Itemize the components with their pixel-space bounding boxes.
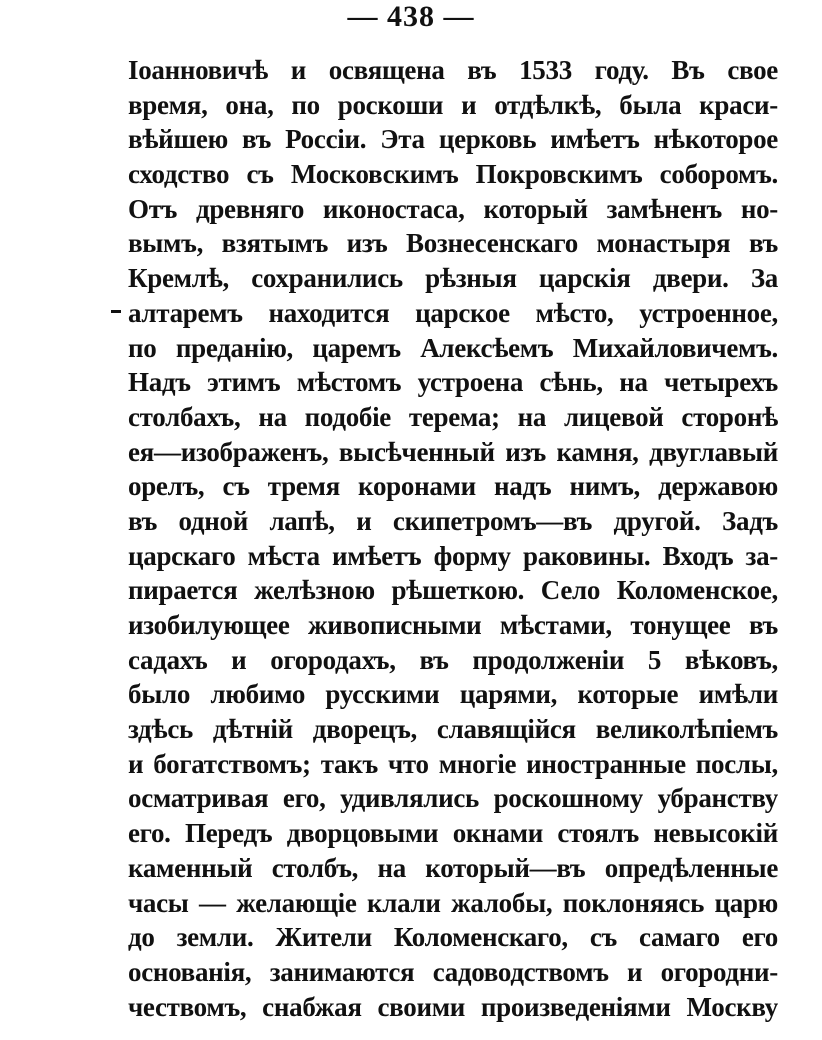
text-line: садахъ и огородахъ, въ продолженіи 5 вѣковъ, xyxy=(128,644,778,675)
text-line: орелъ, съ тремя коронами надъ нимъ, державою xyxy=(128,471,778,502)
text-line: часы — желающіе клали жалобы, поклоняясь царю xyxy=(128,887,778,918)
text-line: чествомъ, снабжая своими произведеніями Москву xyxy=(128,991,778,1022)
margin-mark xyxy=(111,310,121,313)
text-line: въ одной лапѣ, и скипетромъ—въ другой. Задъ xyxy=(128,505,778,536)
text-line: время, она, по роскоши и отдѣлкѣ, была краси- xyxy=(128,89,778,120)
text-line: ея—изображенъ, высѣченный изъ камня, двуглавый xyxy=(128,436,778,467)
text-line: каменный столбъ, на который—въ опредѣленные xyxy=(128,852,778,883)
text-line: пирается желѣзною рѣшеткою. Село Коломенское, xyxy=(128,575,778,606)
text-line: Кремлѣ, сохранились рѣзныя царскія двери. За xyxy=(128,263,778,294)
text-line: алтаремъ находится царское мѣсто, устроенное, xyxy=(128,297,778,328)
text-line: было любимо русскими царями, которые имѣли xyxy=(128,679,778,710)
text-line: здѣсь дѣтній дворецъ, славящійся великолѣпіемъ xyxy=(128,714,778,745)
text-line: вымъ, взятымъ изъ Вознесенскаго монастыря въ xyxy=(128,228,778,259)
body-text xyxy=(128,53,778,1024)
text-line: изобилующее живописными мѣстами, тонущее въ xyxy=(128,610,778,640)
page-number: — 438 — xyxy=(347,0,475,33)
text-line: Іоанновичѣ и освящена въ 1533 году. Въ свое xyxy=(128,55,778,85)
text-line: его. Передъ дворцовыми окнами стоялъ невысокій xyxy=(128,818,778,849)
text-line: до земли. Жители Коломенскаго, съ самаго его xyxy=(128,922,778,953)
text-line: столбахъ, на подобіе терема; на лицевой сторонѣ xyxy=(128,401,778,432)
text-line: вѣйшею въ Россіи. Эта церковь имѣетъ нѣкоторое xyxy=(128,124,778,155)
text-line: по преданію, царемъ Алексѣемъ Михайловичемъ. xyxy=(128,332,778,363)
text-line: царскаго мѣста имѣетъ форму раковины. Входъ за- xyxy=(128,540,778,571)
text-line: Отъ древняго иконостаса, который замѣненъ но- xyxy=(128,193,778,224)
text-line: и богатствомъ; такъ что многіе иностранные послы, xyxy=(128,748,778,779)
text-line: основанія, занимаются садоводствомъ и огородни- xyxy=(128,956,778,987)
text-line: осматривая его, удивлялись роскошному убранству xyxy=(128,783,778,814)
text-line: сходство съ Московскимъ Покровскимъ соборомъ. xyxy=(128,159,778,190)
text-line: Надъ этимъ мѣстомъ устроена сѣнь, на четырехъ xyxy=(128,367,778,398)
